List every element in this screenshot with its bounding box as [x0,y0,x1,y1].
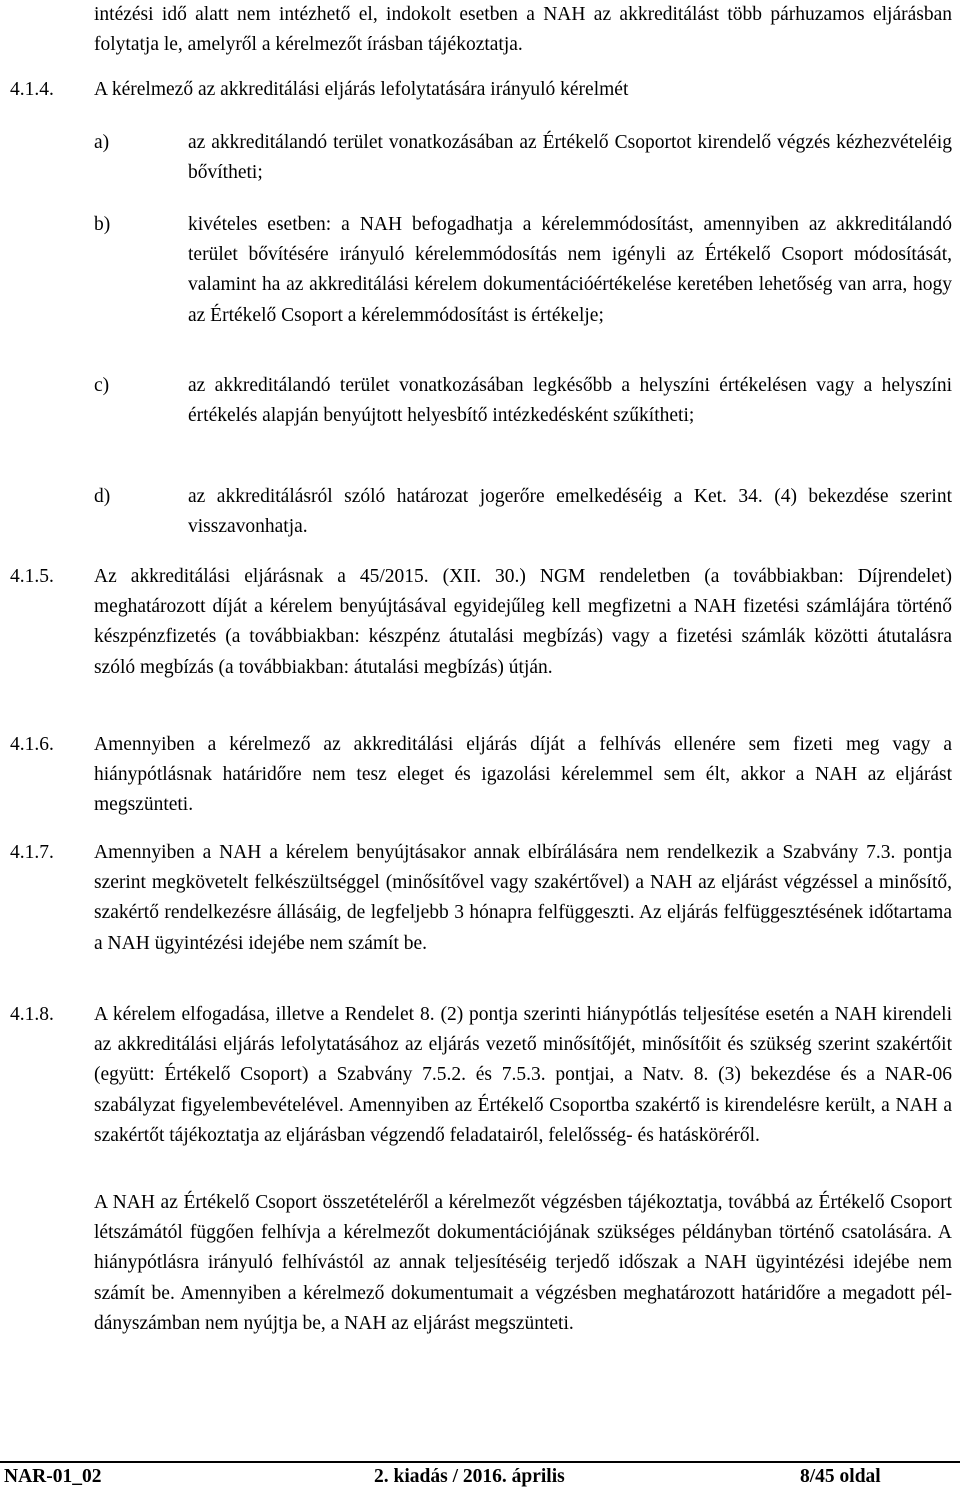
list-marker: d) [94,486,111,507]
footer-divider [0,1461,960,1463]
list-marker: c) [94,375,110,396]
section-intro: A kérelmező az akkreditálási eljárás lefolytatására irányuló kérelmét [94,79,629,100]
section-text: Az akkreditálási eljárásnak a 45/2015. (XII. 30.) NGM rendeletben (a továbbiakban: Díjrendelet) meghatározott díját a kérelem benyújtásával egyidejűleg kell megfizetni a NAH fizetési számlájára történő készpénzfizetés (a továbbiakban: készpénz átutalási megbízás) vagy a fizetési számlák közötti átutalásra szóló megbízás (a továbbiakban: átutalási megbízás) útján. [94,566,952,678]
list-marker: b) [94,214,111,235]
list-item-text: az akkreditálandó terület vonatkozásában az Értékelő Csoportot kirendelő végzés kézhezvételéig bővítheti; [188,132,952,184]
section-number: 4.1.5. [10,566,54,587]
section-number: 4.1.4. [10,79,54,100]
footer-doc-id: NAR-01_02 [4,1466,102,1487]
section-text: Amennyiben a kérelmező az akkreditálási eljárás díját a felhívás ellenére sem fizeti meg vagy a hiánypótlásnak határidőre nem tesz eleget és igazolási kérelemmel sem élt, akkor a NAH az eljárást megszünteti. [94,734,952,816]
list-item-text: az akkreditálandó terület vonatkozásában legkésőbb a helyszíni értékelésen vagy a helyszíni értékelés alapján benyújtott helyesbítő intézkedésként szűkítheti; [188,375,952,427]
section-text: Amennyiben a NAH a kérelem benyújtásakor annak elbírálására nem rendelkezik a Szabvány 7.3. pontja szerint megkövetelt felkészültséggel (minősítővel vagy szakértővel) a NAH az eljárást végzéssel a minősítő, szakértő rendelkezésre állásáig, de legfeljebb 3 hónapra felfüggeszti. Az eljárás felfüggesztésének időtartama a NAH ügyintézési idejébe nem számít be. [94,842,952,954]
paragraph-text: intézési idő alatt nem intézhető el, indokolt esetben a NAH az akkreditálást több párhuzamos eljárásban folytatja le, amelyről a kérelmezőt írásban tájékoztatja. [94,4,952,56]
paragraph-text: A NAH az Értékelő Csoport összetételéről a kérelmezőt végzésben tájékoztatja, továbbá az Értékelő Csoport létszámától függően felhívja a kérelmezőt dokumentációjának szükséges példányban történő csatolására. A hiánypótlásra irányuló felhívástól az annak teljesítéséig terjedő időszak a NAH ügyintézési idejébe nem számít be. Amennyiben a kérelmező dokumentumait a végzésben meghatározott határidőre a megadott példányszámban nem nyújtja be, a NAH az eljárást megszünteti. [94,1192,952,1334]
list-item-text: kivételes esetben: a NAH befogadhatja a kérelemmódosítást, amennyiben az akkreditálandó terület bővítésére irányuló kérelemmódosítás nem igényli az Értékelő Csoport módosítását, valamint ha az akkreditálási kérelem dokumentációértékelése keretében lehetőség van arra, hogy az Értékelő Csoport a kérelemmódosítást is értékelje; [188,214,952,326]
section-text: A kérelem elfogadása, illetve a Rendelet 8. (2) pontja szerinti hiánypótlás teljesítése esetén a NAH kirendeli az akkreditálási eljárás lefolytatásához az eljárás vezető minősítőjét, minősítőit és szükség szerint szakértőit (együtt: Értékelő Csoport) a Szabvány 7.5.2. és 7.5.3. pontjai, a Natv. 8. (3) bekezdése és a NAR-06 szabályzat figyelembevételével. Amennyiben az Értékelő Csoportba szakértő is kirendelésre került, a NAH a szakértőt tájékoztatja az eljárásban végzendő feladatairól, felelősség- és hatásköréről. [94,1004,952,1146]
section-number: 4.1.7. [10,842,54,863]
section-number: 4.1.6. [10,734,54,755]
list-item-text: az akkreditálásról szóló határozat jogerőre emelkedéséig a Ket. 34. (4) bekezdése szerint visszavonhatja. [188,486,952,538]
list-marker: a) [94,132,110,153]
footer-page-number: 8/45 oldal [800,1466,881,1487]
section-number: 4.1.8. [10,1004,54,1025]
footer-edition: 2. kiadás / 2016. április [374,1466,565,1487]
